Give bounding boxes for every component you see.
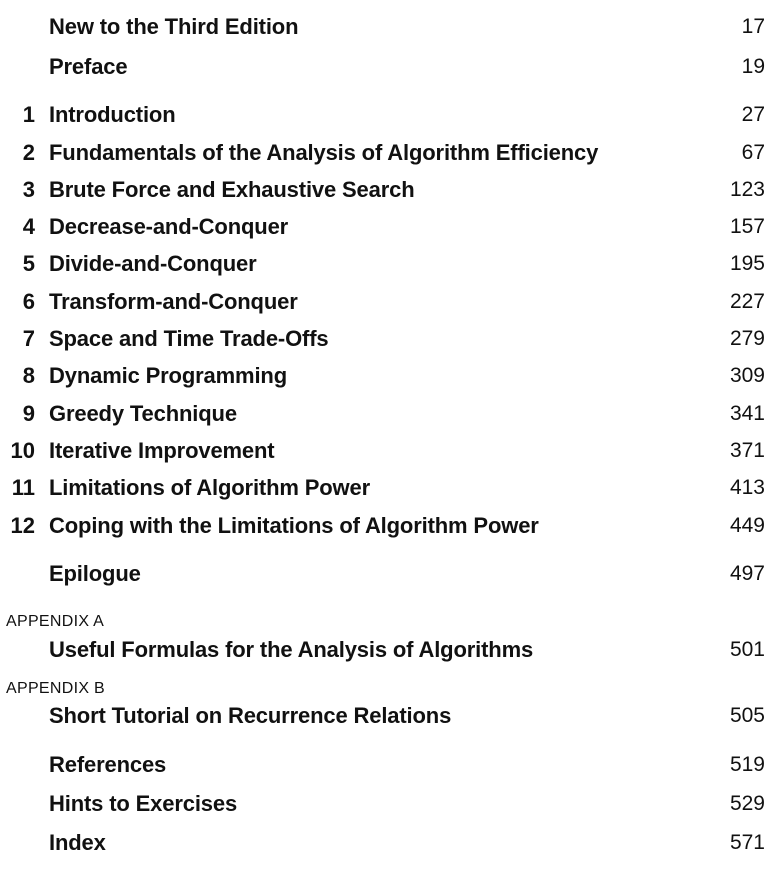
appendix-page-number: 505 [729, 704, 765, 727]
entry-title: New to the Third Edition [49, 14, 299, 39]
toc-entry-chapter-7[interactable] [0, 322, 778, 356]
toc-entry-chapter-8[interactable] [0, 359, 778, 393]
chapter-number: 5 [22, 251, 35, 276]
toc-entry-chapter-6[interactable] [0, 285, 778, 319]
chapter-page-number: 341 [729, 402, 765, 425]
entry-page-number: 19 [741, 55, 765, 78]
chapter-title: Iterative Improvement [49, 438, 275, 463]
entry-title: Hints to Exercises [49, 791, 238, 816]
chapter-page-number: 157 [729, 215, 765, 238]
appendix-a-label: APPENDIX A [6, 613, 105, 630]
entry-title: Preface [49, 54, 128, 79]
chapter-page-number: 449 [729, 514, 765, 537]
toc-entry-references[interactable] [0, 748, 778, 782]
chapter-page-number: 279 [729, 327, 765, 350]
chapter-page-number: 27 [741, 103, 765, 126]
appendix-title: Short Tutorial on Recurrence Relations [49, 703, 452, 728]
toc-entry-preface[interactable] [0, 50, 778, 84]
chapter-title: Fundamentals of the Analysis of Algorithm Efficiency [49, 140, 599, 165]
chapter-page-number: 227 [729, 290, 765, 313]
entry-title: Epilogue [49, 561, 141, 586]
chapter-page-number: 123 [729, 178, 765, 201]
chapter-title: Transform-and-Conquer [49, 289, 298, 314]
chapter-page-number: 309 [729, 364, 765, 387]
chapter-number: 12 [10, 513, 35, 538]
toc-entry-chapter-11[interactable] [0, 471, 778, 505]
toc-entry-chapter-9[interactable] [0, 397, 778, 431]
chapter-title: Greedy Technique [49, 401, 237, 426]
toc-entry-chapter-3[interactable] [0, 173, 778, 207]
toc-entry-chapter-10[interactable] [0, 434, 778, 468]
appendix-title: Useful Formulas for the Analysis of Algorithms [49, 637, 534, 662]
chapter-title: Introduction [49, 102, 176, 127]
entry-title: References [49, 752, 167, 777]
chapter-title: Decrease-and-Conquer [49, 214, 289, 239]
entry-page-number: 519 [729, 753, 765, 776]
toc-entry-appendix-b[interactable] [0, 699, 778, 733]
toc-entry-chapter-1[interactable] [0, 98, 778, 132]
chapter-number: 9 [22, 401, 35, 426]
chapter-title: Dynamic Programming [49, 363, 287, 388]
entry-page-number: 529 [729, 792, 765, 815]
chapter-number: 4 [22, 214, 35, 239]
chapter-title: Limitations of Algorithm Power [49, 475, 371, 500]
entry-page-number: 17 [741, 15, 765, 38]
chapter-title: Divide-and-Conquer [49, 251, 257, 276]
chapter-number: 6 [22, 289, 35, 314]
chapter-page-number: 371 [729, 439, 765, 462]
toc-entry-index[interactable] [0, 826, 778, 860]
chapter-number: 2 [22, 140, 35, 165]
toc-entry-chapter-12[interactable] [0, 509, 778, 543]
toc-entry-chapter-4[interactable] [0, 210, 778, 244]
toc-entry-appendix-a[interactable] [0, 633, 778, 667]
chapter-number: 7 [22, 326, 35, 351]
entry-page-number: 497 [729, 562, 765, 585]
appendix-b-label: APPENDIX B [6, 680, 106, 697]
chapter-title: Space and Time Trade-Offs [49, 326, 329, 351]
chapter-title: Brute Force and Exhaustive Search [49, 177, 415, 202]
chapter-page-number: 195 [729, 252, 765, 275]
chapter-title: Coping with the Limitations of Algorithm Power [49, 513, 539, 538]
chapter-page-number: 413 [729, 476, 765, 499]
appendix-page-number: 501 [729, 638, 765, 661]
chapter-page-number: 67 [741, 141, 765, 164]
chapter-number: 3 [22, 177, 35, 202]
entry-page-number: 571 [729, 831, 765, 854]
toc-entry-chapter-5[interactable] [0, 247, 778, 281]
chapter-number: 1 [22, 102, 35, 127]
toc-entry-epilogue[interactable] [0, 557, 778, 591]
toc-entry-chapter-2[interactable] [0, 136, 778, 170]
chapter-number: 10 [10, 438, 35, 463]
chapter-number: 8 [22, 363, 35, 388]
toc-entry-new-to-third-edition[interactable] [0, 10, 778, 44]
toc-entry-hints-to-exercises[interactable] [0, 787, 778, 821]
entry-title: Index [49, 830, 106, 855]
chapter-number: 11 [11, 475, 35, 500]
